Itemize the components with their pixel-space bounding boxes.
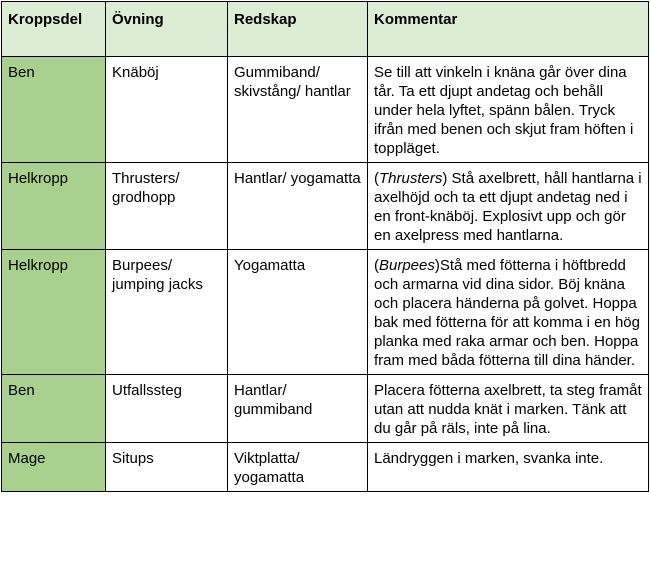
kommentar-emphasis: Thrusters [379,170,443,187]
header-kommentar: Kommentar [368,2,649,57]
cell-kommentar [368,375,649,443]
cell-kroppsdel: Helkropp [2,250,106,375]
kommentar-emphasis: Burpees [379,257,435,274]
cell-ovning: Knäböj [106,57,228,163]
cell-redskap: Gummiband/ skivstång/ hantlar [228,57,368,163]
table-row [2,163,649,250]
header-row [2,2,649,57]
kommentar-text: Ländryggen i marken, svanka inte. [374,450,604,467]
cell-redskap: Viktplatta/ yogamatta [228,443,368,492]
header-ovning: Övning [106,2,228,57]
cell-ovning: Situps [106,443,228,492]
cell-redskap: Yogamatta [228,250,368,375]
table-row [2,250,649,375]
cell-ovning: Utfallssteg [106,375,228,443]
kommentar-text: )Stå med fötterna i höftbredd och armarna vid dina sidor. Böj knäna och placera händerna på golvet. Hoppa bak med fötterna för att komma i en hög planka med raka armar och ben. Hoppa fram med båda fötterna till dina händer. [374,257,640,369]
kommentar-text: Placera fötterna axelbrett, ta steg framåt utan att nudda knät i marken. Tänk att du går på räls, inte på lina. [374,382,642,437]
cell-redskap: Hantlar/ gummiband [228,375,368,443]
cell-kroppsdel: Ben [2,57,106,163]
cell-kommentar [368,443,649,492]
exercise-table [1,1,649,492]
cell-kommentar: (Burpees)Stå med fötterna i höftbredd och armarna vid dina sidor. Böj knäna och placera händerna på golvet. Hoppa bak med fötterna för att komma i en hög planka med raka armar och ben. Hoppa fram med båda fötterna till dina händer. [368,250,649,375]
kommentar-text: ) Stå axelbrett, håll hantlarna i axelhöjd och ta ett djupt andetag ned i en front-knäböj. Explosivt upp och gör en axelpress med hantlarna. [374,170,642,244]
cell-kroppsdel: Mage [2,443,106,492]
cell-ovning: Burpees/ jumping jacks [106,250,228,375]
header-kroppsdel: Kroppsdel [2,2,106,57]
cell-kommentar: (Thrusters) Stå axelbrett, håll hantlarna i axelhöjd och ta ett djupt andetag ned i en front-knäböj. Explosivt upp och gör en axelpress med hantlarna. [368,163,649,250]
cell-ovning: Thrusters/ grodhopp [106,163,228,250]
table-row [2,375,649,443]
cell-redskap: Hantlar/ yogamatta [228,163,368,250]
cell-kroppsdel: Ben [2,375,106,443]
kommentar-text: Se till att vinkeln i knäna går över dina tår. Ta ett djupt andetag och behåll under hela lyftet, spänn bålen. Tryck ifrån med benen och skjut fram höften i toppläget. [374,64,634,157]
cell-kommentar [368,57,649,163]
header-redskap: Redskap [228,2,368,57]
cell-kroppsdel: Helkropp [2,163,106,250]
table-row [2,443,649,492]
table-row [2,57,649,163]
